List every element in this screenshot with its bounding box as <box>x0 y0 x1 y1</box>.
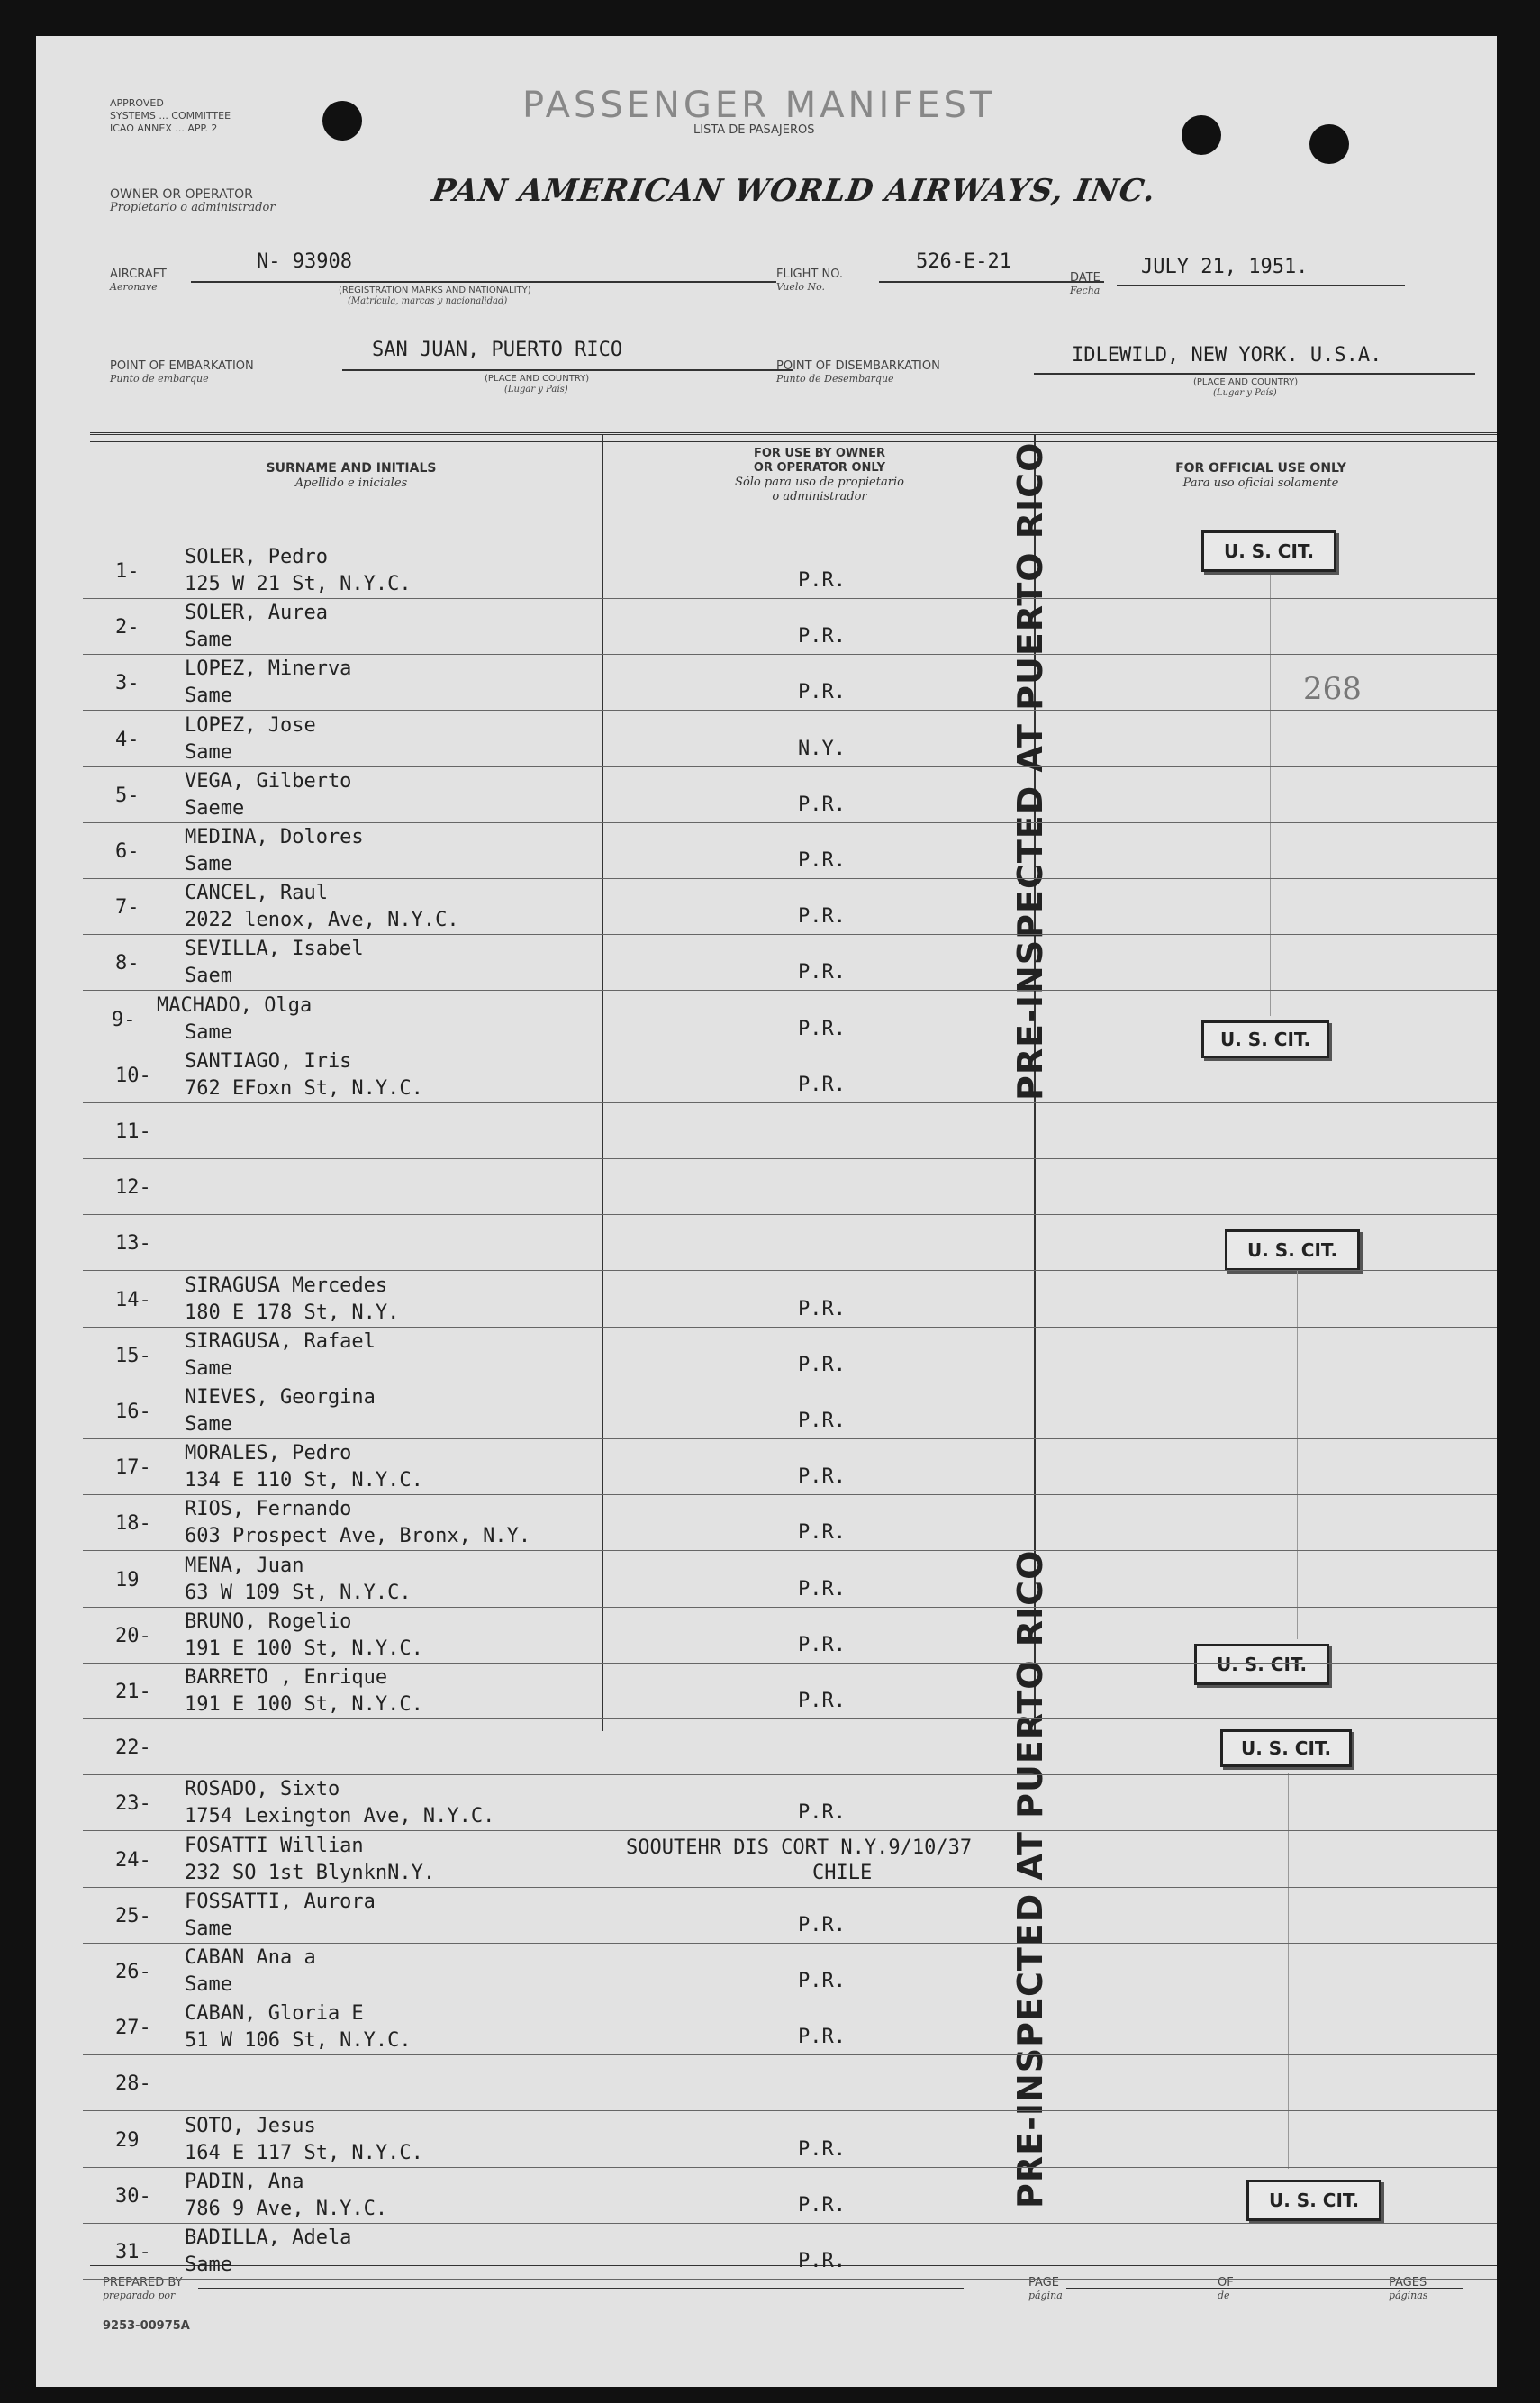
us-cit-stamp: U. S. CIT. <box>1194 1644 1329 1685</box>
row-number: 19 <box>115 1568 140 1591</box>
row-number: 27- <box>115 2017 151 2040</box>
row-divider <box>83 934 1497 935</box>
passenger-name: MORALES, Pedro <box>185 1442 352 1465</box>
owner-label: OWNER OR OPERATOR <box>110 187 253 202</box>
passenger-address: Same <box>185 740 232 764</box>
us-cit-stamp: U. S. CIT. <box>1201 530 1336 572</box>
embark-note: (PLACE AND COUNTRY) <box>485 374 590 384</box>
owner-code: P.R. <box>798 625 846 648</box>
owner-code: P.R. <box>798 1633 846 1656</box>
col-surname-header: SURNAME AND INITIALS <box>266 461 437 476</box>
passenger-address: Same <box>185 685 232 708</box>
embark-value: SAN JUAN, PUERTO RICO <box>372 339 623 361</box>
row-number: 31- <box>115 2241 151 2263</box>
manifest-page <box>36 36 1497 2387</box>
row-number: 15- <box>115 1344 151 1367</box>
row-number: 18- <box>115 1512 151 1536</box>
owner-code: P.R. <box>798 1913 846 1936</box>
passenger-name: RIOS, Fernando <box>185 1498 352 1521</box>
passenger-address: 134 E 110 St, N.Y.C. <box>185 1469 423 1492</box>
row-divider <box>83 710 1497 711</box>
row-divider <box>83 1943 1497 1944</box>
row-number: 6- <box>115 840 140 863</box>
col-official-header-es: Para uso oficial solamente <box>1182 476 1339 490</box>
row-divider <box>83 822 1497 823</box>
row-number: 25- <box>115 1904 151 1927</box>
passenger-address: 2022 lenox, Ave, N.Y.C. <box>185 909 459 932</box>
row-number: 3- <box>115 672 140 695</box>
owner-code: P.R. <box>798 1690 846 1712</box>
row-number: 20- <box>115 1624 151 1647</box>
owner-code-2: CHILE <box>812 1861 873 1884</box>
col-official-header: FOR OFFICIAL USE ONLY <box>1175 461 1346 476</box>
owner-code: P.R. <box>798 1577 846 1600</box>
owner-code: P.R. <box>798 1353 846 1376</box>
owner-code: P.R. <box>798 681 846 704</box>
row-divider <box>83 2279 1497 2280</box>
aircraft-note: (REGISTRATION MARKS AND NATIONALITY) <box>339 286 531 295</box>
punch-hole <box>1182 115 1221 155</box>
date-value: JULY 21, 1951. <box>1141 256 1309 278</box>
passenger-address: 63 W 109 St, N.Y.C. <box>185 1581 412 1604</box>
row-divider <box>83 1718 1497 1719</box>
passenger-name: SANTIAGO, Iris <box>185 1049 352 1073</box>
row-number: 26- <box>115 1961 151 1983</box>
row-number: 14- <box>115 1288 151 1311</box>
row-number: 8- <box>115 952 140 975</box>
passenger-address: Same <box>185 1020 232 1044</box>
owner-code: P.R. <box>798 2137 846 2161</box>
row-divider <box>83 1158 1497 1159</box>
passenger-name: CABAN, Gloria E <box>185 2002 364 2026</box>
passenger-name: BADILLA, Adela <box>185 2226 352 2249</box>
passenger-address: 180 E 178 St, N.Y. <box>185 1301 400 1324</box>
row-number: 17- <box>115 1456 151 1480</box>
aircraft-label: AIRCRAFT <box>110 268 167 281</box>
date-label: DATE <box>1070 271 1101 285</box>
row-divider <box>83 2223 1497 2224</box>
row-divider <box>83 1494 1497 1495</box>
row-number: 1- <box>115 560 140 583</box>
owner-code: P.R. <box>798 793 846 816</box>
row-divider <box>83 878 1497 879</box>
company-name: PAN AMERICAN WORLD AIRWAYS, INC. <box>430 173 1158 209</box>
passenger-address: 125 W 21 St, N.Y.C. <box>185 573 412 595</box>
aircraft-note-es: (Matrícula, marcas y nacionalidad) <box>348 296 508 306</box>
owner-code: P.R. <box>798 1297 846 1320</box>
passenger-name: SIRAGUSA, Rafael <box>185 1329 376 1353</box>
passenger-address: 191 E 100 St, N.Y.C. <box>185 1693 423 1716</box>
row-divider <box>83 1830 1497 1831</box>
row-divider <box>83 2110 1497 2111</box>
row-divider <box>83 598 1497 599</box>
row-divider <box>83 1270 1497 1271</box>
row-divider <box>83 1102 1497 1103</box>
passenger-address: 786 9 Ave, N.Y.C. <box>185 2197 388 2220</box>
form-title: PASSENGER MANIFEST <box>522 85 996 126</box>
owner-code: N.Y. <box>798 737 846 760</box>
us-cit-stamp: U. S. CIT. <box>1246 2180 1381 2221</box>
approval-line-3: ICAO ANNEX ... APP. 2 <box>110 122 218 134</box>
disembark-label: POINT OF DISEMBARKATION <box>776 359 940 373</box>
owner-code: P.R. <box>798 1465 846 1489</box>
row-number: 22- <box>115 1737 151 1760</box>
prepared-by-label-es: preparado por <box>103 2290 176 2301</box>
form-subtitle: LISTA DE PASAJEROS <box>693 123 815 137</box>
passenger-name: SOTO, Jesus <box>185 2114 316 2137</box>
passenger-address: 51 W 106 St, N.Y.C. <box>185 2029 412 2053</box>
of-label: OF <box>1218 2276 1234 2290</box>
owner-code: P.R. <box>798 2250 846 2272</box>
passenger-address: Same <box>185 629 232 652</box>
us-cit-stamp: U. S. CIT. <box>1201 1020 1329 1058</box>
flight-label-es: Vuelo No. <box>776 281 826 293</box>
row-divider <box>83 1327 1497 1328</box>
passenger-address: Saeme <box>185 796 245 820</box>
owner-code: P.R. <box>798 905 846 929</box>
row-number: 21- <box>115 1681 151 1703</box>
row-divider <box>83 2167 1497 2168</box>
owner-code: P.R. <box>798 849 846 872</box>
row-number: 5- <box>115 784 140 807</box>
passenger-name: VEGA, Gilberto <box>185 769 352 793</box>
page-count-note: 268 <box>1303 671 1362 707</box>
approval-line-1: APPROVED <box>110 97 164 109</box>
row-divider <box>83 766 1497 767</box>
us-cit-stamp: U. S. CIT. <box>1225 1229 1360 1271</box>
passenger-name: NIEVES, Georgina <box>185 1386 376 1409</box>
passenger-name: MENA, Juan <box>185 1554 304 1577</box>
passenger-address: Same <box>185 1973 232 1996</box>
passenger-name: LOPEZ, Minerva <box>185 657 352 681</box>
punch-hole <box>1309 124 1349 164</box>
passenger-address: Same <box>185 1356 232 1380</box>
row-divider <box>83 654 1497 655</box>
embark-note-es: (Lugar y País) <box>504 385 568 394</box>
owner-code: P.R. <box>798 961 846 984</box>
row-number: 24- <box>115 1848 151 1872</box>
pages-label: PAGES <box>1389 2276 1427 2290</box>
disembark-value: IDLEWILD, NEW YORK. U.S.A. <box>1072 344 1382 367</box>
owner-code: SOOUTEHR DIS CORT N.Y.9/10/37 <box>626 1836 973 1859</box>
owner-code: P.R. <box>798 2026 846 2049</box>
row-divider <box>83 1214 1497 1215</box>
owner-label-es: Propietario o administrador <box>110 201 276 214</box>
aircraft-value: N- 93908 <box>257 250 352 273</box>
passenger-name: ROSADO, Sixto <box>185 1778 340 1801</box>
passenger-name: MACHADO, Olga <box>157 993 313 1017</box>
row-number: 12- <box>115 1176 151 1200</box>
owner-code: P.R. <box>798 1521 846 1545</box>
preinspected-stamp-1: PRE-INSPECTED AT PUERTO RICO <box>1010 441 1050 1101</box>
of-label-es: de <box>1218 2290 1230 2301</box>
passenger-address: Same <box>185 853 232 875</box>
passenger-name: FOSSATTI, Aurora <box>185 1890 376 1913</box>
passenger-address: Same <box>185 2253 232 2276</box>
col-owner-header-1: FOR USE BY OWNER <box>753 447 886 460</box>
row-divider <box>83 2054 1497 2055</box>
flight-label: FLIGHT NO. <box>776 268 844 281</box>
owner-code: P.R. <box>798 1073 846 1096</box>
punch-hole <box>322 101 362 141</box>
row-number: 11- <box>115 1120 151 1143</box>
row-divider <box>83 1774 1497 1775</box>
passenger-name: LOPEZ, Jose <box>185 713 316 737</box>
passenger-address: Same <box>185 1917 232 1940</box>
embark-label: POINT OF EMBARKATION <box>110 359 254 373</box>
passenger-address: Saem <box>185 965 232 988</box>
row-number: 30- <box>115 2184 151 2208</box>
owner-code: P.R. <box>798 1970 846 1992</box>
owner-code: P.R. <box>798 1410 846 1432</box>
date-label-es: Fecha <box>1070 285 1101 296</box>
form-number: 9253-00975A <box>103 2319 190 2333</box>
row-number: 13- <box>115 1232 151 1256</box>
row-number: 29 <box>115 2128 140 2152</box>
row-divider <box>83 1663 1497 1664</box>
row-divider <box>83 1607 1497 1608</box>
row-number: 16- <box>115 1401 151 1423</box>
owner-code: P.R. <box>798 569 846 592</box>
owner-code: P.R. <box>798 1801 846 1825</box>
col-surname-header-es: Apellido e iniciales <box>294 476 408 490</box>
passenger-name: BRUNO, Rogelio <box>185 1610 352 1633</box>
passenger-name: BARRETO , Enrique <box>185 1666 388 1689</box>
row-number: 2- <box>115 616 140 639</box>
disembark-note: (PLACE AND COUNTRY) <box>1193 377 1299 387</box>
flight-value: 526-E-21 <box>916 250 1011 273</box>
preinspected-stamp-2: PRE-INSPECTED AT PUERTO RICO <box>1010 1549 1050 2208</box>
passenger-name: CABAN Ana a <box>185 1946 316 1969</box>
passenger-address: 164 E 117 St, N.Y.C. <box>185 2141 423 2164</box>
page-label-es: página <box>1028 2290 1063 2301</box>
approval-line-2: SYSTEMS ... COMMITTEE <box>110 110 231 122</box>
col-owner-header-es-2: o administrador <box>772 490 867 503</box>
aircraft-label-es: Aeronave <box>110 281 158 293</box>
embark-label-es: Punto de embarque <box>110 373 209 385</box>
col-owner-header-2: OR OPERATOR ONLY <box>753 461 886 475</box>
passenger-address: 603 Prospect Ave, Bronx, N.Y. <box>185 1525 531 1548</box>
owner-code: P.R. <box>798 1017 846 1040</box>
passenger-address: 191 E 100 St, N.Y.C. <box>185 1637 423 1660</box>
passenger-name: SOLER, Pedro <box>185 546 328 568</box>
passenger-name: FOSATTI Willian <box>185 1834 364 1857</box>
disembark-note-es: (Lugar y País) <box>1213 388 1277 398</box>
owner-code: P.R. <box>798 2193 846 2217</box>
row-divider <box>83 990 1497 991</box>
prepared-by-label: PREPARED BY <box>103 2276 183 2290</box>
passenger-name: CANCEL, Raul <box>185 882 328 905</box>
passenger-address: 762 EFoxn St, N.Y.C. <box>185 1076 423 1100</box>
passenger-name: SOLER, Aurea <box>185 602 328 625</box>
row-number: 23- <box>115 1792 151 1816</box>
passenger-name: SEVILLA, Isabel <box>185 938 364 961</box>
row-divider <box>83 1438 1497 1439</box>
row-number: 4- <box>115 728 140 751</box>
col-owner-header-es-1: Sólo para uso de propietario <box>735 476 904 489</box>
row-number: 9- <box>112 1008 136 1031</box>
passenger-name: PADIN, Ana <box>185 2170 304 2193</box>
passenger-name: SIRAGUSA Mercedes <box>185 1274 388 1297</box>
us-cit-stamp: U. S. CIT. <box>1220 1729 1352 1767</box>
passenger-address: Same <box>185 1413 232 1436</box>
row-number: 7- <box>115 896 140 920</box>
page-label: PAGE <box>1028 2276 1059 2290</box>
passenger-name: MEDINA, Dolores <box>185 826 364 848</box>
passenger-address: 1754 Lexington Ave, N.Y.C. <box>185 1805 495 1828</box>
row-divider <box>83 1887 1497 1888</box>
row-divider <box>83 1550 1497 1551</box>
row-number: 28- <box>115 2072 151 2096</box>
disembark-label-es: Punto de Desembarque <box>776 373 894 385</box>
row-number: 10- <box>115 1064 151 1087</box>
pages-label-es: páginas <box>1389 2290 1428 2301</box>
passenger-address: 232 SO 1st BlynknN.Y. <box>185 1861 436 1884</box>
